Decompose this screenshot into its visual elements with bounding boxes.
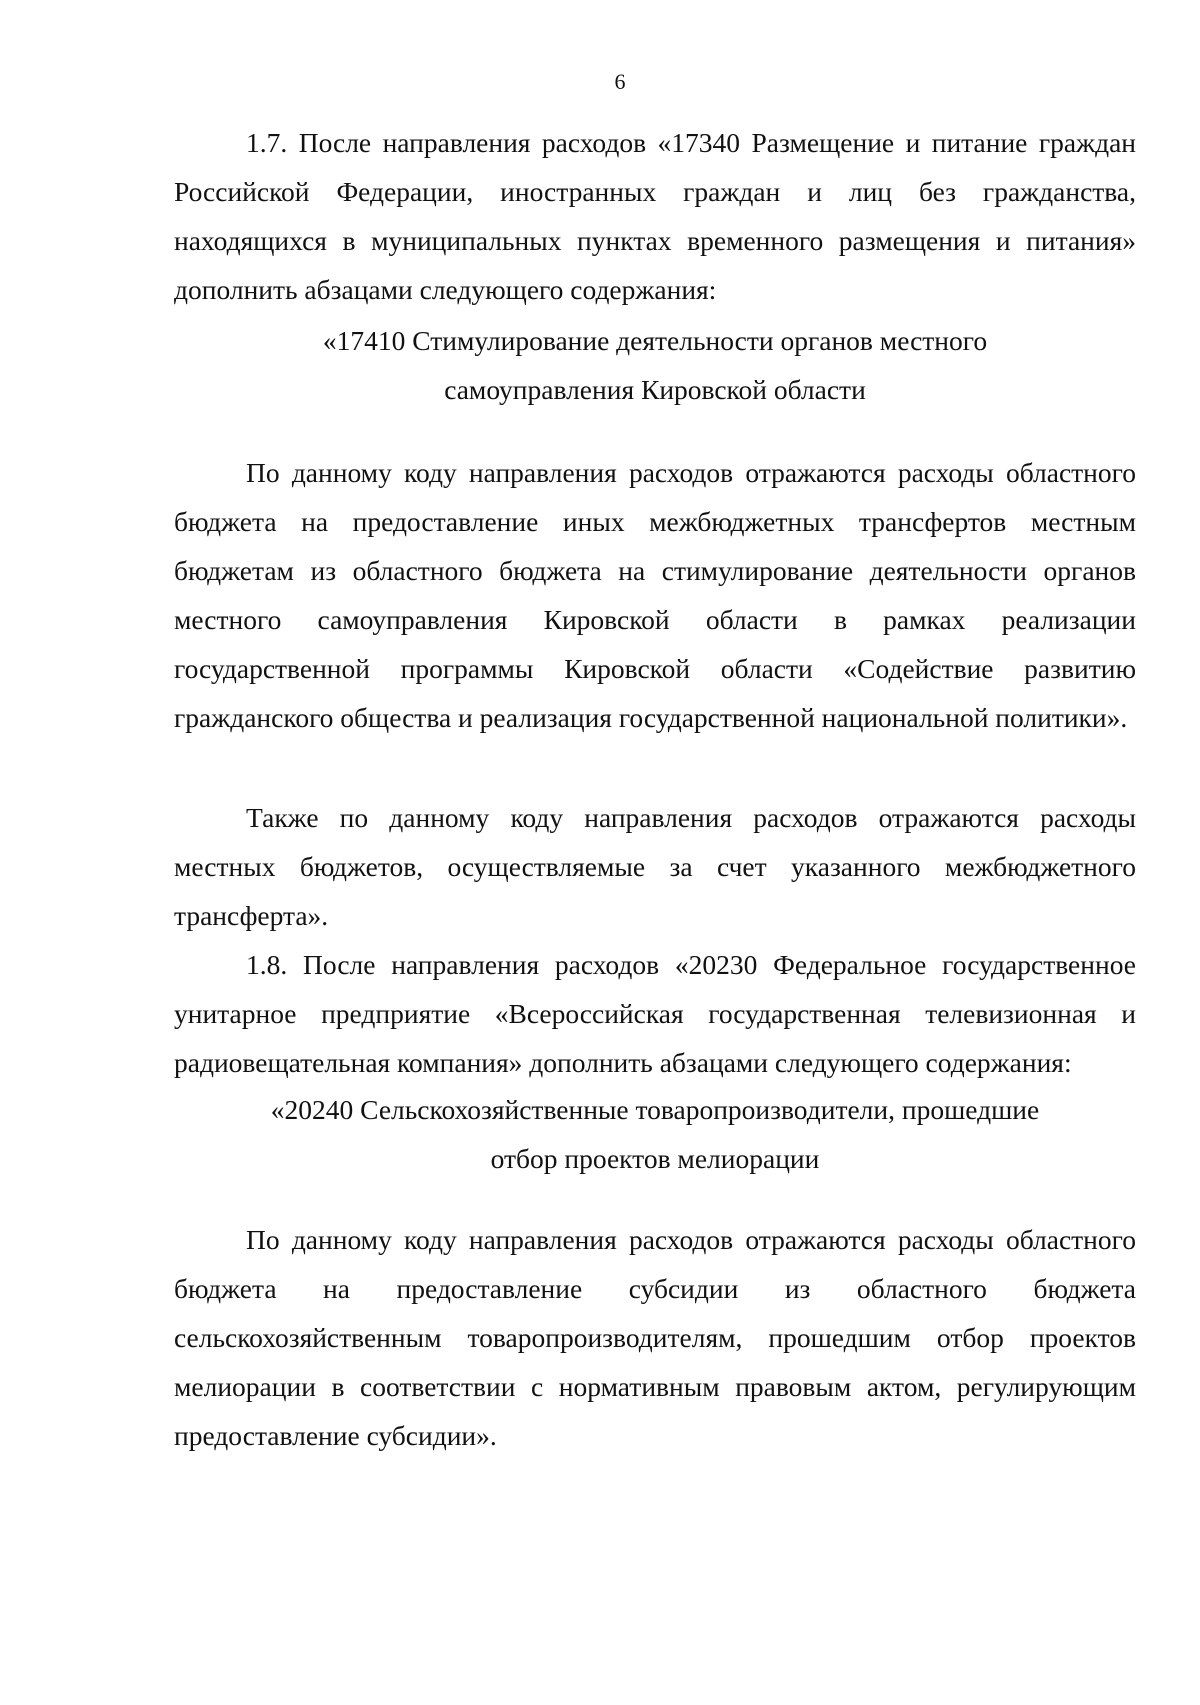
section-1-7-intro: 1.7. После направления расходов «17340 Размещение и питание граждан Российской Федерации, иностранных граждан и лиц без гражданства, находящихся в муниципальных пунктах временного размещения и питания» дополнить абзацами следующего содержания: (174, 127, 1136, 305)
section-1-8-paragraph-1: По данному коду направления расходов отражаются расходы областного бюджета на предоставление субсидии из областного бюджета сельскохозяйственным товаропроизводителям, прошедшим отбор проектов мелиорации в соответствии с нормативным правовым актом, регулирующим предоставление субсидии». (174, 1224, 1136, 1451)
section-1-7-heading-line2: самоуправления Кировской области (444, 374, 866, 405)
section-1-8-heading (174, 1085, 1136, 1183)
section-1-8-intro: 1.8. После направления расходов «20230 Федеральное государственное унитарное предприятие «Всероссийская государственная телевизионная и радиовещательная компания» дополнить абзацами следующего содержания: (174, 949, 1136, 1078)
section-1-7-heading (174, 316, 1136, 414)
section-1-7-paragraph-1: По данному коду направления расходов отражаются расходы областного бюджета на предоставление иных межбюджетных трансфертов местным бюджетам из областного бюджета на стимулирование деятельности органов местного самоуправления Кировской области в рамках реализации государственной программы Кировской области «Содействие развитию гражданского общества и реализация государственной национальной политики». (174, 457, 1136, 733)
section-1-7-paragraph-2: Также по данному коду направления расходов отражаются расходы местных бюджетов, осуществляемые за счет указанного межбюджетного трансферта». (174, 802, 1136, 931)
section-1-8-heading-line2: отбор проектов мелиорации (490, 1143, 820, 1174)
section-1-7-heading-line1: «17410 Стимулирование деятельности органов местного (322, 325, 988, 356)
section-1-8-heading-line1: «20240 Сельскохозяйственные товаропроизводители, прошедшие (270, 1094, 1040, 1125)
page-number: 6 (614, 69, 626, 94)
